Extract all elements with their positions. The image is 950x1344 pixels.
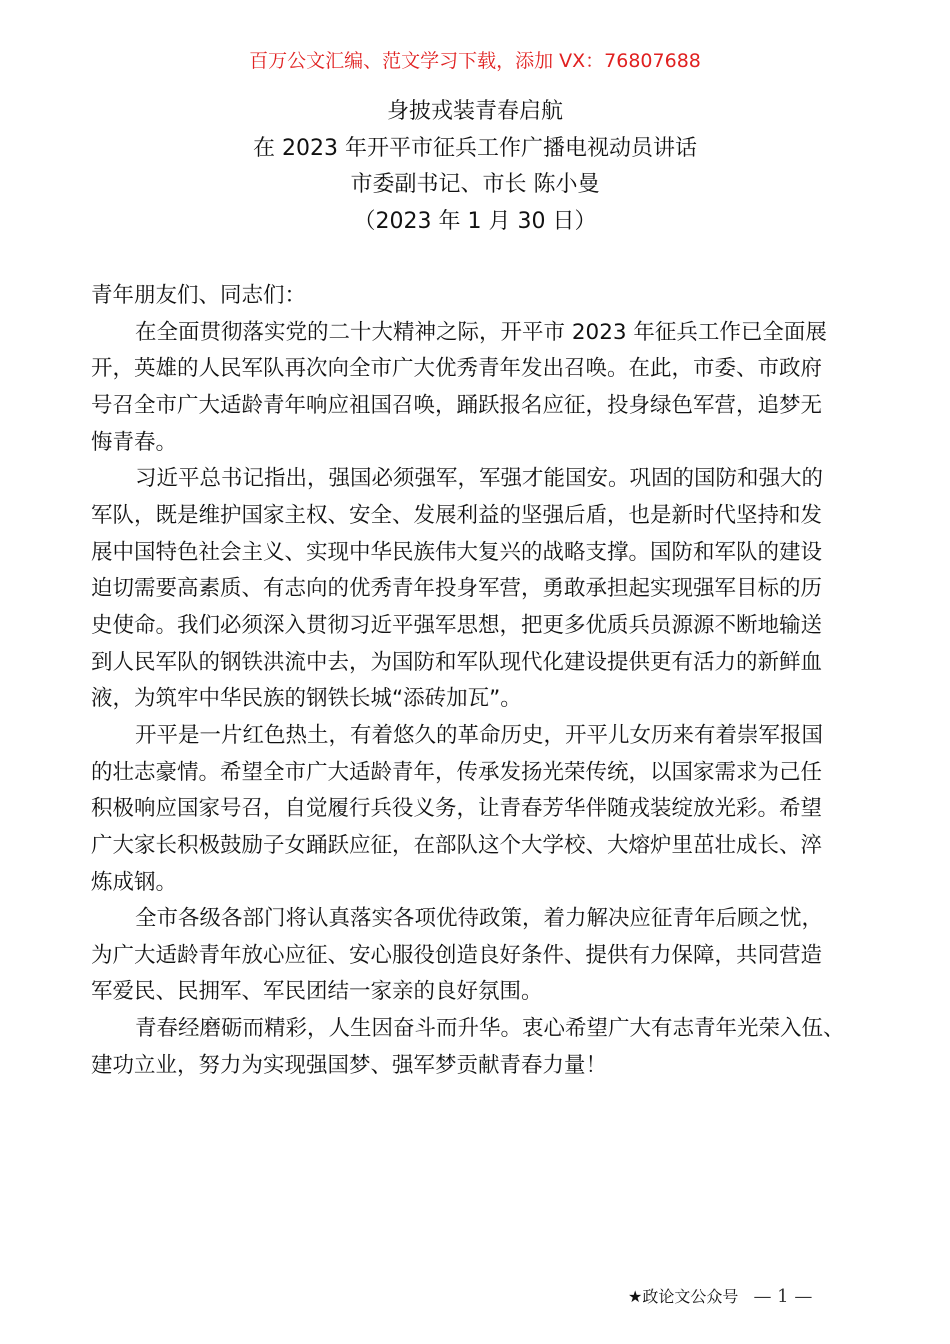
text-line: 号召全市广大适龄青年响应祖国召唤，踊跃报名应征，投身绿色军营，追梦无 — [91, 392, 823, 418]
text-line: 到人民军队的钢铁洪流中去，为国防和军队现代化建设提供更有活力的新鲜血 — [91, 649, 823, 675]
paragraph — [91, 315, 881, 462]
text-line: 军爱民、民拥军、军民团结一家亲的良好氛围。 — [91, 979, 543, 1005]
text-line: 史使命。我们必须深入贯彻习近平强军思想，把更多优质兵员源源不断地输送 — [91, 612, 823, 638]
text-line: 为广大适龄青年放心应征、安心服役创造良好条件、提供有力保障，共同营造 — [91, 942, 823, 968]
text-line: 炼成钢。 — [91, 869, 178, 895]
paragraph — [91, 1011, 881, 1084]
text-line: 液，为筑牢中华民族的钢铁长城“添砖加瓦”。 — [91, 686, 522, 712]
text-line: 开，英雄的人民军队再次向全市广大优秀青年发出召唤。在此，市委、市政府 — [91, 356, 823, 382]
paragraph — [91, 901, 881, 1011]
subtitle: 在 2023 年开平市征兵工作广播电视动员讲话 — [253, 135, 697, 161]
text-line: 广大家长积极鼓励子女踊跃应征，在部队这个大学校、大熔炉里茁壮成长、淬 — [91, 832, 823, 858]
salutation: 青年朋友们、同志们： — [91, 283, 307, 308]
main-title: 身披戎装青春启航 — [386, 99, 563, 124]
promo-banner: 百万公文汇编、范文学习下载，添加 VX：76807688 — [249, 50, 701, 72]
text-line: 全市各级各部门将认真落实各项优待政策，着力解决应征青年后顾之忧， — [135, 906, 824, 932]
text-line: 展中国特色社会主义、实现中华民族伟大复兴的战略支撑。国防和军队的建设 — [91, 539, 823, 565]
speech-body — [91, 278, 881, 1084]
date: （2023 年 1 月 30 日） — [353, 208, 597, 234]
paragraph — [91, 718, 881, 901]
text-line: 迫切需要高素质、有志向的优秀青年投身军营，勇敢承担起实现强军目标的历 — [91, 576, 823, 602]
page-number: — 1 — — [753, 1286, 813, 1307]
page-footer — [628, 1284, 812, 1307]
text-line: 军队，既是维护国家主权、安全、发展利益的坚强后盾，也是新时代坚持和发 — [91, 502, 823, 528]
text-line: 建功立业，努力为实现强国梦、强军梦贡献青春力量！ — [91, 1052, 608, 1078]
text-line: 习近平总书记指出，强国必须强军，军强才能国安。巩固的国防和强大的 — [135, 466, 824, 492]
text-line: 在全面贯彻落实党的二十大精神之际，开平市 2023 年征兵工作已全面展 — [135, 319, 827, 345]
text-line: 开平是一片红色热土，有着悠久的革命历史，开平儿女历来有着崇军报国 — [135, 722, 824, 748]
title-block — [0, 94, 950, 240]
speaker: 市委副书记、市长 陈小曼 — [350, 172, 600, 198]
text-line: 的壮志豪情。希望全市广大适龄青年，传承发扬光荣传统，以国家需求为己任 — [91, 759, 823, 785]
footer-source: ★政论文公众号 — [628, 1287, 739, 1306]
text-line: 青春经磨砺而精彩，人生因奋斗而升华。衷心希望广大有志青年光荣入伍、 — [135, 1016, 845, 1042]
paragraph — [91, 461, 881, 718]
text-line: 悔青春。 — [91, 429, 178, 455]
text-line: 积极响应国家号召，自觉履行兵役义务，让青春芳华伴随戎装绽放光彩。希望 — [91, 796, 823, 822]
